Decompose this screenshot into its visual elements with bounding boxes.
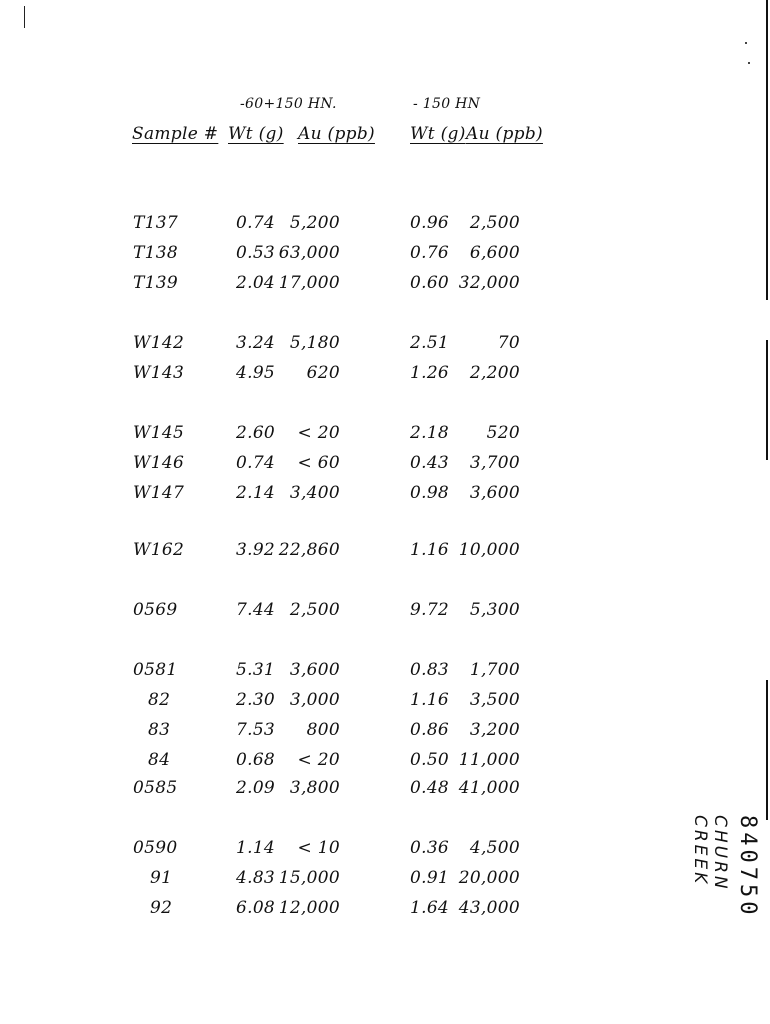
- cell-wt1: 3.92: [236, 540, 276, 560]
- cell-au2: 2,500: [469, 213, 520, 233]
- cell-wt1: 2.09: [236, 778, 276, 798]
- stamp-number: 840750: [735, 815, 760, 919]
- sample-id: 92: [150, 898, 173, 918]
- cell-au2: 3,700: [469, 453, 520, 473]
- cell-wt1: 5.31: [236, 660, 276, 680]
- cell-wt1: 2.04: [236, 273, 276, 293]
- cell-au1: 800: [306, 720, 340, 740]
- cell-wt2: 1.26: [410, 363, 450, 383]
- edge-line-top: [766, 0, 768, 300]
- cell-wt2: 0.36: [410, 838, 450, 858]
- cell-wt1: 0.74: [236, 453, 276, 473]
- cell-au2: 4,500: [469, 838, 520, 858]
- cell-au1: 3,600: [289, 660, 340, 680]
- cell-wt2: 0.98: [410, 483, 450, 503]
- cell-wt1: 7.53: [236, 720, 276, 740]
- cell-au2: 10,000: [458, 540, 520, 560]
- edge-line-low: [766, 680, 768, 820]
- cell-wt1: 7.44: [236, 600, 276, 620]
- cell-wt1: 0.53: [236, 243, 276, 263]
- cell-wt2: 0.60: [410, 273, 450, 293]
- cell-wt2: 9.72: [410, 600, 450, 620]
- cell-au1: 15,000: [278, 868, 340, 888]
- column-header-au-fine: Au (ppb): [466, 124, 543, 144]
- cell-wt2: 0.76: [410, 243, 450, 263]
- cell-wt2: 0.96: [410, 213, 450, 233]
- cell-au2: 20,000: [458, 868, 520, 888]
- cell-au2: 11,000: [458, 750, 520, 770]
- sample-id: 84: [148, 750, 171, 770]
- cell-wt2: 2.51: [410, 333, 450, 353]
- sample-id: W145: [133, 423, 185, 443]
- sample-id: 82: [148, 690, 171, 710]
- sample-id: 0581: [133, 660, 178, 680]
- sample-id: W147: [133, 483, 185, 503]
- group-header-fine: - 150 HN: [413, 96, 481, 112]
- cell-au1: 2,500: [289, 600, 340, 620]
- cell-au1: 3,800: [289, 778, 340, 798]
- group-header-coarse: -60+150 HN.: [240, 96, 337, 112]
- sample-id: 91: [150, 868, 173, 888]
- cell-wt2: 1.16: [410, 690, 450, 710]
- cell-wt2: 0.48: [410, 778, 450, 798]
- sample-id: T138: [133, 243, 178, 263]
- cell-wt2: 1.16: [410, 540, 450, 560]
- cell-au2: 70: [497, 333, 520, 353]
- cell-wt1: 4.95: [236, 363, 276, 383]
- column-header-sample: Sample #: [132, 124, 219, 144]
- cell-wt2: 0.91: [410, 868, 450, 888]
- cell-wt1: 2.14: [236, 483, 276, 503]
- cell-wt1: 4.83: [236, 868, 276, 888]
- cell-wt2: 0.86: [410, 720, 450, 740]
- sample-id: W142: [133, 333, 185, 353]
- column-header-wt-coarse: Wt (g): [228, 124, 284, 144]
- column-header-au-coarse: Au (ppb): [298, 124, 375, 144]
- cell-au2: 32,000: [458, 273, 520, 293]
- cell-au2: 2,200: [469, 363, 520, 383]
- cell-wt2: 2.18: [410, 423, 450, 443]
- cell-au1: 5,200: [289, 213, 340, 233]
- cell-au2: 6,600: [469, 243, 520, 263]
- cell-wt2: 0.50: [410, 750, 450, 770]
- cell-au2: 520: [486, 423, 520, 443]
- cell-au2: 5,300: [469, 600, 520, 620]
- cell-au1: 22,860: [278, 540, 340, 560]
- stamp-location: CHURN CREEK: [690, 815, 730, 892]
- sample-id: W162: [133, 540, 185, 560]
- cell-au2: 3,600: [469, 483, 520, 503]
- cell-au1: 5,180: [289, 333, 340, 353]
- cell-wt1: 0.68: [236, 750, 276, 770]
- edge-line-mid: [766, 340, 768, 460]
- cell-wt1: 2.60: [236, 423, 276, 443]
- cell-wt2: 1.64: [410, 898, 450, 918]
- sample-id: W146: [133, 453, 185, 473]
- cell-wt1: 6.08: [236, 898, 276, 918]
- cell-au1: 63,000: [278, 243, 340, 263]
- sample-id: 83: [148, 720, 171, 740]
- sample-id: T139: [133, 273, 178, 293]
- cell-au1: < 20: [297, 750, 340, 770]
- cell-wt1: 0.74: [236, 213, 276, 233]
- cell-wt1: 2.30: [236, 690, 276, 710]
- edge-dot: [745, 42, 747, 44]
- cell-au1: < 60: [297, 453, 340, 473]
- cell-wt1: 3.24: [236, 333, 276, 353]
- sample-stamp: [688, 815, 760, 965]
- cell-au1: 3,000: [289, 690, 340, 710]
- sample-id: T137: [133, 213, 178, 233]
- cell-au1: 12,000: [278, 898, 340, 918]
- cell-au2: 3,500: [469, 690, 520, 710]
- cell-au1: 3,400: [289, 483, 340, 503]
- sample-id: 0590: [133, 838, 178, 858]
- cell-wt2: 0.43: [410, 453, 450, 473]
- edge-dot: [748, 62, 750, 64]
- cell-wt2: 0.83: [410, 660, 450, 680]
- page-number-mark: [24, 6, 25, 28]
- cell-au2: 43,000: [458, 898, 520, 918]
- cell-au1: < 10: [297, 838, 340, 858]
- sample-id: 0569: [133, 600, 178, 620]
- cell-wt1: 1.14: [236, 838, 276, 858]
- cell-au2: 1,700: [469, 660, 520, 680]
- cell-au1: 620: [306, 363, 340, 383]
- sample-id: 0585: [133, 778, 178, 798]
- column-header-wt-fine: Wt (g): [410, 124, 466, 144]
- sample-id: W143: [133, 363, 185, 383]
- cell-au2: 3,200: [469, 720, 520, 740]
- cell-au1: 17,000: [278, 273, 340, 293]
- cell-au1: < 20: [297, 423, 340, 443]
- cell-au2: 41,000: [458, 778, 520, 798]
